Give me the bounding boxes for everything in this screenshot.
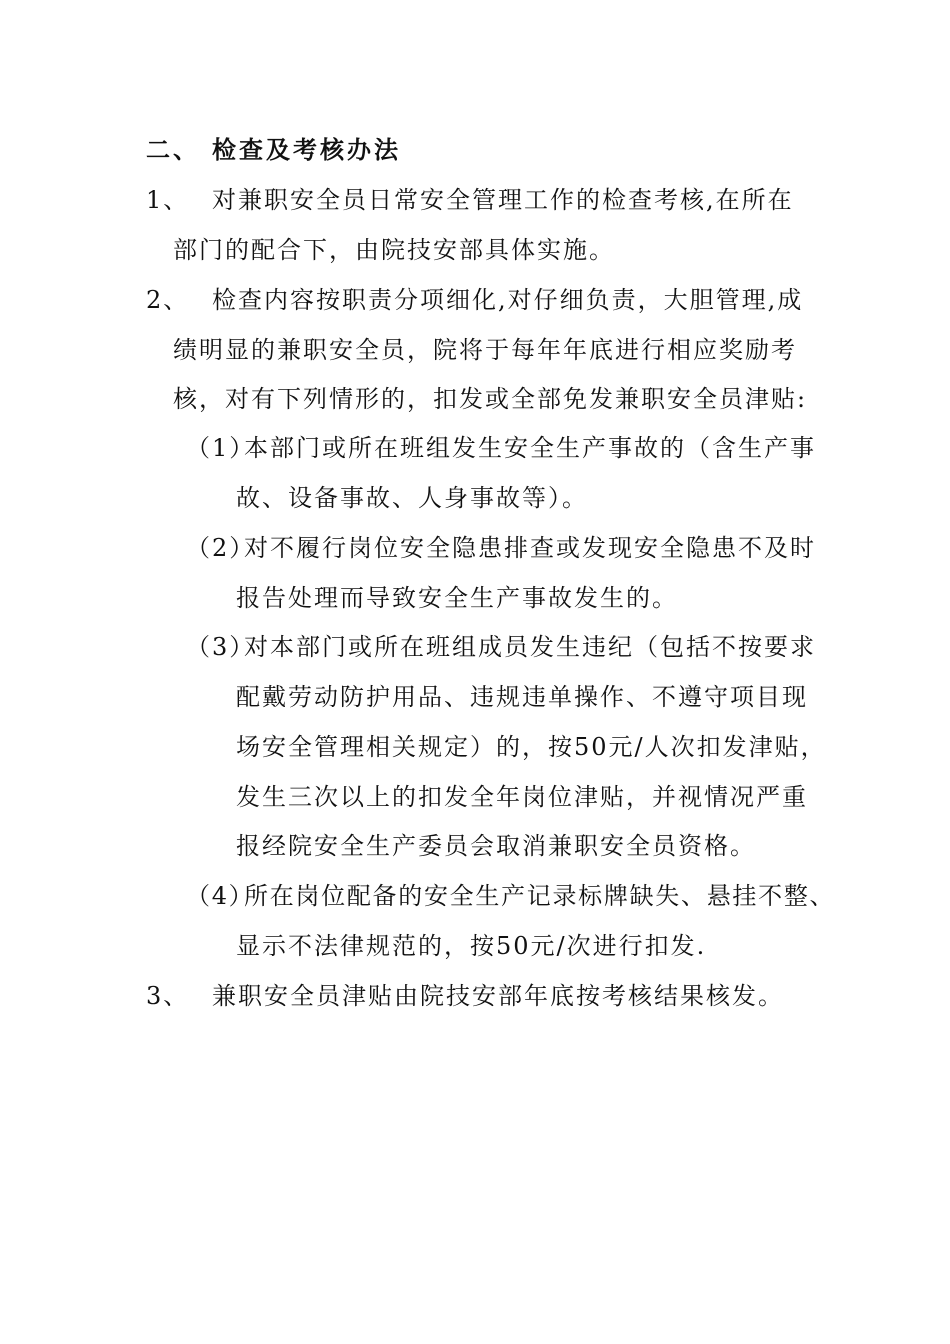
subitem-4-text-line-2: 显示不法律规范的，按50元/次进行扣发.: [236, 932, 707, 960]
item-2-text-line-2: 绩明显的兼职安全员，院将于每年年底进行相应奖励考: [173, 336, 797, 364]
section-number: 二、: [146, 135, 200, 164]
section-title: 检查及考核办法: [212, 135, 401, 164]
subitem-3-text-line-3: 场安全管理相关规定）的，按50元/人次扣发津贴，: [236, 733, 827, 761]
subitem-4-text-line-1: 所在岗位配备的安全生产记录标牌缺失、悬挂不整、: [244, 882, 836, 910]
subitem-2-text-line-2: 报告处理而导致安全生产事故发生的。: [236, 584, 678, 612]
item-2-text-line-1: 检查内容按职责分项细化,对仔细负责，大胆管理,成: [212, 286, 804, 314]
item-1-text-line-1: 对兼职安全员日常安全管理工作的检查考核,在所在: [212, 186, 794, 214]
item-2-number: 2、: [146, 286, 190, 314]
subitem-1-text-line-2: 故、设备事故、人身事故等）。: [236, 484, 588, 512]
item-2-text-line-3: 核，对有下列情形的，扣发或全部免发兼职安全员津贴:: [173, 385, 808, 413]
item-1-number: 1、: [146, 186, 190, 214]
subitem-3-text-line-5: 报经院安全生产委员会取消兼职安全员资格。: [236, 832, 756, 860]
item-3-first-line: [146, 980, 784, 1012]
item-2-first-line: [146, 284, 803, 316]
subitem-2-first-line: [186, 532, 816, 564]
item-3-text-line-1: 兼职安全员津贴由院技安部年底按考核结果核发。: [212, 982, 784, 1010]
item-3-number: 3、: [146, 982, 190, 1010]
subitem-2-text-line-1: 对不履行岗位安全隐患排查或发现安全隐患不及时: [244, 534, 816, 562]
subitem-1-number: （1）: [186, 434, 256, 462]
subitem-4-first-line: [186, 880, 835, 912]
subitem-3-text-line-1: 对本部门或所在班组成员发生违纪（包括不按要求: [244, 633, 816, 661]
subitem-4-number: （4）: [186, 882, 255, 910]
subitem-1-text-line-1: 本部门或所在班组发生安全生产事故的（含生产事: [244, 434, 816, 462]
item-1-text-line-2: 部门的配合下，由院技安部具体实施。: [173, 236, 615, 264]
subitem-1-first-line: [186, 432, 816, 464]
section-heading: [146, 134, 401, 166]
subitem-3-text-line-4: 发生三次以上的扣发全年岗位津贴，并视情况严重: [236, 783, 808, 811]
subitem-3-first-line: [186, 631, 816, 663]
item-1-first-line: [146, 184, 794, 216]
subitem-3-number: （3）: [186, 633, 256, 661]
subitem-3-text-line-2: 配戴劳动防护用品、违规违单操作、不遵守项目现: [236, 683, 808, 711]
subitem-2-number: （2）: [186, 534, 256, 562]
